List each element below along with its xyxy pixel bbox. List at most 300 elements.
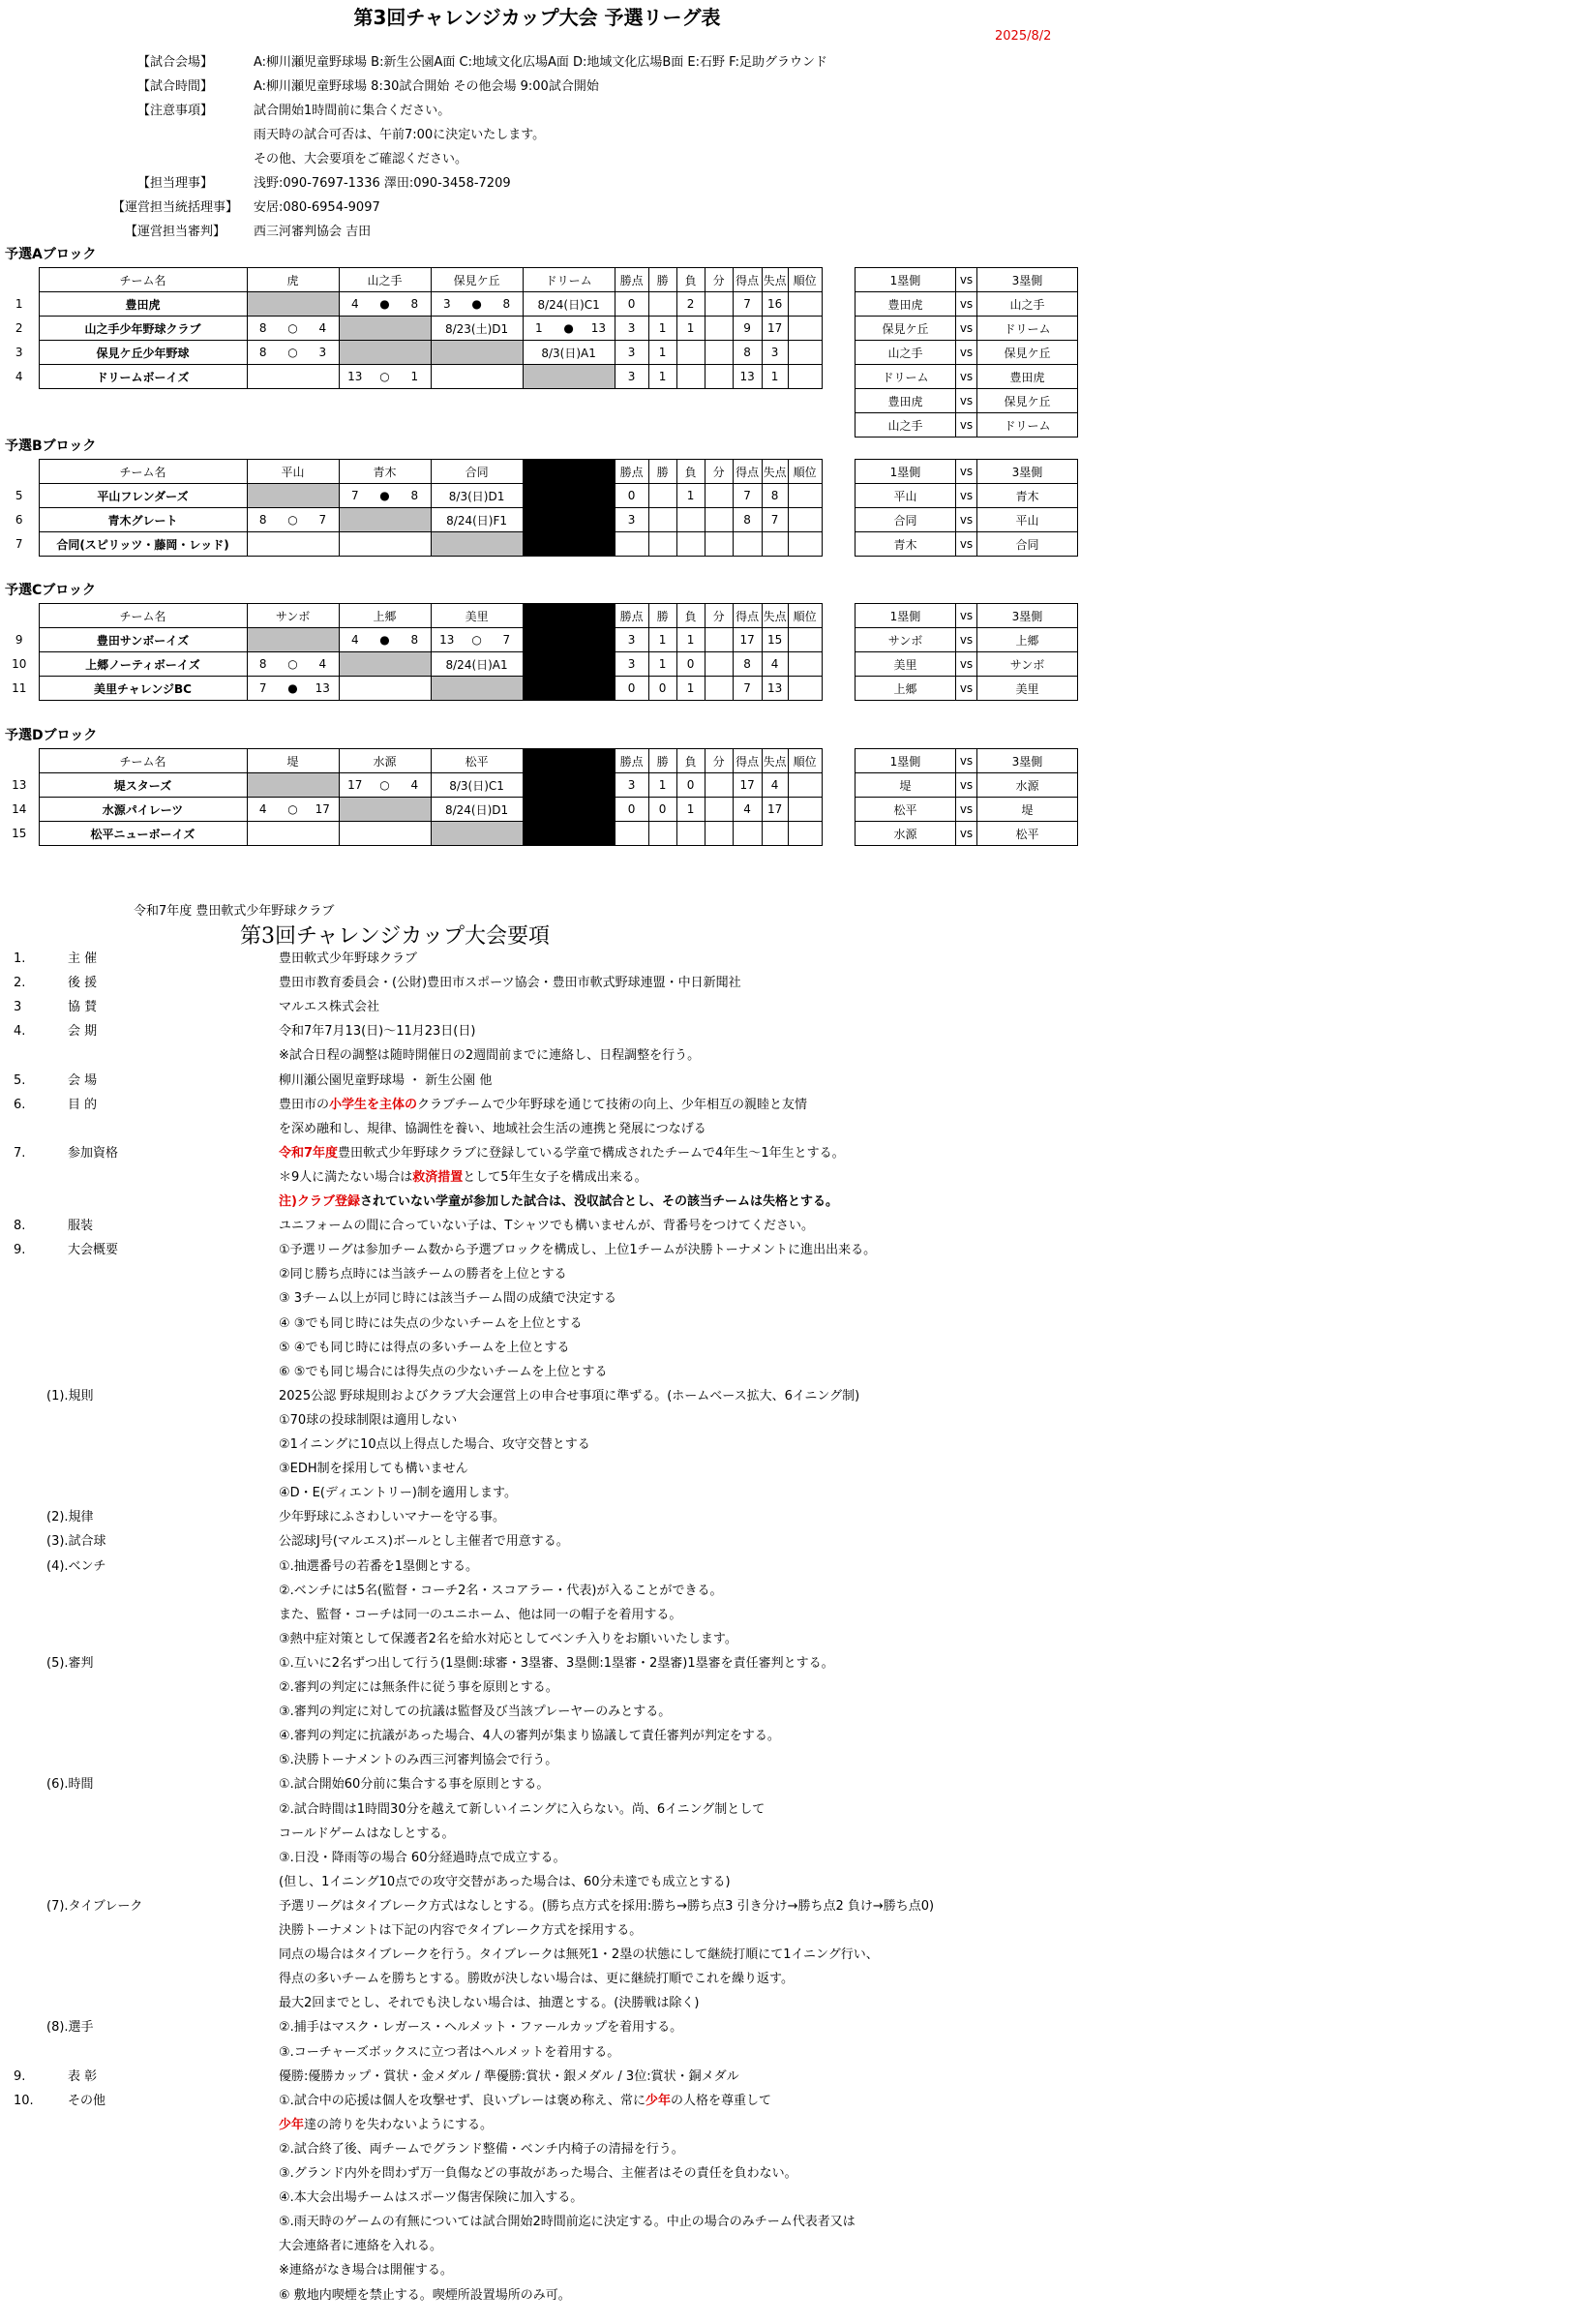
header-allowed: 失点 (762, 268, 788, 292)
item-text (279, 1505, 505, 1529)
stat-cell: 0 (648, 677, 676, 701)
matchup-header-vs: vs (956, 268, 977, 292)
info-row (97, 220, 827, 244)
matchup-row (856, 798, 1078, 822)
result-mark: ○ (279, 652, 307, 677)
league-table (0, 603, 823, 701)
header-pts_for: 勝点 (615, 604, 648, 628)
item-text (279, 971, 741, 995)
item-text-value: ③.日没・降雨等の場合 60分経過時点で成立する。 (279, 1850, 566, 1865)
info-label: 【運営担当審判】 (124, 225, 225, 239)
item-text (279, 1165, 647, 1190)
result-mark: ● (371, 292, 399, 317)
stat-cell: 3 (615, 365, 648, 389)
matchup-header-vs: vs (956, 604, 977, 628)
info-value: A:柳川瀬児童野球場 8:30試合開始 その他会場 9:00試合開始 (254, 79, 599, 94)
matchup-vs: vs (956, 341, 977, 365)
header-rank: 順位 (788, 460, 822, 484)
item-text-value: 令和7年7月13(日)～11月23日(日) (279, 1024, 476, 1040)
item-text-value: ③.グランド内外を問わず万一負傷などの事故があった場合、主催者はその責任を負わない。 (279, 2166, 797, 2181)
league-table (0, 459, 823, 557)
matchup-vs: vs (956, 652, 977, 677)
score-opp: 8 (491, 292, 523, 317)
item-text-value: ②.ベンチには5名(監督・コーチ2名・スコアラー・代表)が入ることができる。 (279, 1583, 723, 1598)
team-row (0, 508, 822, 532)
youkou-title: 第3回チャレンジカップ大会要項 (240, 924, 551, 949)
item-text (279, 1675, 558, 1700)
stat-cell (733, 532, 762, 557)
stat-cell: 1 (648, 317, 676, 341)
header-draw: 分 (705, 604, 733, 628)
result-mark: ○ (279, 317, 307, 341)
item-text-value: コールドゲームはなしとする。 (279, 1826, 455, 1841)
team-no: 6 (15, 513, 23, 527)
item-text (279, 1190, 838, 1214)
header-opponent: 虎 (247, 268, 339, 292)
stat-cell (705, 292, 733, 317)
stat-cell: 0 (615, 484, 648, 508)
team-row (0, 628, 822, 652)
matchup-third-base: 松平 (977, 822, 1078, 846)
stat-cell: 3 (615, 773, 648, 798)
matchup-first-base: 美里 (856, 652, 956, 677)
score-own: 13 (339, 365, 371, 389)
result-mark: ○ (279, 508, 307, 532)
score-own: 13 (431, 628, 463, 652)
empty-cell (339, 677, 431, 701)
item-text (279, 2186, 583, 2210)
empty-cell (247, 822, 339, 846)
item-label: (4).ベンチ (46, 1558, 106, 1574)
item-text (279, 947, 417, 971)
stat-cell: 0 (615, 798, 648, 822)
schedule-cell: 8/24(日)A1 (431, 652, 523, 677)
blank-cell (523, 508, 615, 532)
team-row (0, 317, 822, 341)
item-label: (3).試合球 (46, 1534, 106, 1550)
header-opponent: 松平 (431, 749, 523, 773)
team-no: 7 (15, 537, 23, 551)
block-title: 予選Cブロック (5, 583, 96, 598)
item-text (279, 1772, 549, 1796)
item-text (279, 2283, 571, 2308)
schedule-cell: 8/24(日)D1 (431, 798, 523, 822)
team-row (0, 292, 822, 317)
item-number: 2. (14, 976, 26, 991)
matchup-first-base: 松平 (856, 798, 956, 822)
stat-cell (705, 508, 733, 532)
matchup-header-side1: 1塁側 (856, 460, 956, 484)
blank-cell (523, 652, 615, 677)
item-text-part: ＊9人に満たない場合は (279, 1169, 413, 1185)
item-text (279, 1846, 565, 1870)
item-text (279, 1360, 607, 1384)
matchup-third-base: サンボ (977, 652, 1078, 677)
item-text-value: ②1イニングに10点以上得点した場合、攻守交替とする (279, 1437, 590, 1452)
item-text (279, 1943, 879, 1967)
result-mark: ● (555, 317, 583, 341)
item-text (279, 1312, 582, 1336)
item-text (279, 2015, 682, 2039)
item-number: 10. (14, 2093, 34, 2108)
matchup-header-side3: 3塁側 (977, 749, 1078, 773)
item-text (279, 1724, 780, 1748)
matchup-header-side1: 1塁側 (856, 749, 956, 773)
matchup-vs: vs (956, 484, 977, 508)
matchup-third-base: 保見ケ丘 (977, 389, 1078, 413)
stat-cell: 8 (733, 508, 762, 532)
stat-cell (705, 365, 733, 389)
item-text-value: 決勝トーナメントは下記の内容でタイブレーク方式を採用する。 (279, 1923, 643, 1938)
matchup-third-base: ドリーム (977, 413, 1078, 438)
item-text (279, 1286, 616, 1311)
team-no: 2 (15, 321, 23, 335)
header-opponent: 堤 (247, 749, 339, 773)
stat-cell (788, 652, 822, 677)
result-mark: ● (371, 484, 399, 508)
info-row (97, 99, 827, 123)
stat-cell (615, 532, 648, 557)
block-title: 予選Dブロック (5, 728, 98, 743)
result-mark: ○ (279, 341, 307, 365)
stat-cell (788, 484, 822, 508)
item-text (279, 1797, 765, 1822)
stat-cell: 7 (762, 508, 788, 532)
info-value: 雨天時の試合可否は、午前7:00に決定いたします。 (254, 128, 546, 142)
self-cell (523, 365, 615, 389)
matchup-vs: vs (956, 413, 977, 438)
header-win: 勝 (648, 604, 676, 628)
stat-cell (705, 822, 733, 846)
score-opp: 3 (307, 341, 339, 365)
info-row (97, 147, 827, 171)
score-own: 4 (339, 628, 371, 652)
item-number: 6. (14, 1097, 26, 1112)
item-text-value: 大会連絡者に連絡を入れる。 (279, 2239, 443, 2254)
score-own: 4 (247, 798, 279, 822)
item-text (279, 1918, 642, 1943)
stat-cell (648, 292, 676, 317)
item-text-value: ②.捕手はマスク・レガース・ヘルメット・ファールカップを着用する。 (279, 2020, 683, 2036)
matchup-first-base: 合同 (856, 508, 956, 532)
info-row (97, 171, 827, 196)
header-no (0, 604, 39, 628)
schedule-cell: 8/24(日)C1 (523, 292, 615, 317)
score-opp: 4 (399, 773, 431, 798)
header-no (0, 749, 39, 773)
score-opp: 7 (491, 628, 523, 652)
stat-cell (733, 822, 762, 846)
item-text-value: マルエス株式会社 (279, 1000, 380, 1015)
team-name: 青木グレート (39, 508, 247, 532)
info-row (97, 196, 827, 220)
stat-cell (648, 532, 676, 557)
self-cell (339, 508, 431, 532)
item-text-value: ④ ③でも同じ時には失点の少ないチームを上位とする (279, 1315, 583, 1331)
matchup-vs: vs (956, 677, 977, 701)
team-row (0, 365, 822, 389)
matchup-first-base: 山之手 (856, 413, 956, 438)
item-text-value: ユニフォームの間に合っていない子は、Tシャツでも構いませんが、背番号をつけてください。 (279, 1219, 815, 1234)
matchup-first-base: 水源 (856, 822, 956, 846)
item-label: (5).審判 (46, 1655, 94, 1671)
stat-cell: 7 (733, 484, 762, 508)
info-label: 【運営担当統括理事】 (111, 200, 238, 215)
matchup-row (856, 532, 1078, 557)
item-text-value: ④D・E(ディエントリー)制を適用します。 (279, 1486, 517, 1501)
item-text (279, 2040, 619, 2065)
score-own: 7 (339, 484, 371, 508)
matchup-row (856, 773, 1078, 798)
stat-cell: 0 (615, 292, 648, 317)
header-allowed: 失点 (762, 749, 788, 773)
item-text (279, 995, 379, 1019)
item-number: 9. (14, 2068, 26, 2084)
header-opponent: 水源 (339, 749, 431, 773)
blank-cell (523, 822, 615, 846)
score-opp: 4 (307, 652, 339, 677)
matchup-third-base: 美里 (977, 677, 1078, 701)
item-text (279, 2258, 453, 2282)
header-pts_for: 勝点 (615, 460, 648, 484)
stat-cell: 3 (615, 628, 648, 652)
header-opponent: 保見ケ丘 (431, 268, 523, 292)
item-text (279, 1117, 706, 1141)
item-text-value: 同点の場合はタイブレークを行う。タイブレークは無死1・2塁の状態にして継続打順にて1イニング行い、 (279, 1947, 879, 1963)
item-number: 7. (14, 1145, 26, 1161)
item-text-value: 予選リーグはタイブレーク方式はなしとする。(勝ち点方式を採用:勝ち→勝ち点3 引き分け→勝ち点2 負け→勝ち点0) (279, 1898, 935, 1914)
stat-cell: 9 (733, 317, 762, 341)
info-label (97, 123, 254, 147)
team-name: 平山フレンダーズ (39, 484, 247, 508)
self-cell (431, 341, 523, 365)
team-row (0, 652, 822, 677)
stat-cell: 1 (648, 365, 676, 389)
stat-cell (648, 484, 676, 508)
stat-cell (788, 822, 822, 846)
schedule-cell: 8/3(日)C1 (431, 773, 523, 798)
item-text-value: ①.試合開始60分前に集合する事を原則とする。 (279, 1777, 550, 1793)
stat-cell: 4 (762, 773, 788, 798)
score-own: 7 (247, 677, 279, 701)
header-scored: 得点 (733, 460, 762, 484)
score-own: 3 (431, 292, 463, 317)
empty-cell (247, 532, 339, 557)
stat-cell: 8 (762, 484, 788, 508)
score-opp: 17 (307, 798, 339, 822)
item-text-highlight: 小学生を主体の (329, 1097, 418, 1112)
matchup-header-side3: 3塁側 (977, 460, 1078, 484)
team-row (0, 773, 822, 798)
stat-cell: 1 (676, 798, 705, 822)
team-name: 山之手少年野球クラブ (39, 317, 247, 341)
item-number: 5. (14, 1072, 26, 1088)
stat-cell (705, 317, 733, 341)
item-text-value: ①.互いに2名ずつ出して行う(1塁側:球審・3塁審、3塁側:1塁審・2塁審)1塁審を責任審判とする。 (279, 1655, 834, 1671)
item-text-part: ①.試合中の応援は個人を攻撃せず、良いプレーは褒め称え、常に (279, 2093, 646, 2108)
blank-cell (523, 628, 615, 652)
empty-cell (247, 365, 339, 389)
matchup-first-base: 保見ケ丘 (856, 317, 956, 341)
item-text (279, 1141, 845, 1165)
team-no: 1 (15, 297, 23, 311)
matchup-first-base: 上郷 (856, 677, 956, 701)
item-text (279, 2161, 797, 2186)
item-label: 会 場 (68, 1072, 98, 1088)
matchup-third-base: 上郷 (977, 628, 1078, 652)
team-name: 上郷ノーティボーイズ (39, 652, 247, 677)
item-label: 後 援 (68, 976, 98, 991)
header-rank: 順位 (788, 749, 822, 773)
stat-cell: 8 (733, 652, 762, 677)
item-number: 8. (14, 1219, 26, 1234)
header-blank (523, 604, 615, 628)
item-text-value: 豊田軟式少年野球クラブ (279, 951, 418, 966)
header-team-name: チーム名 (39, 460, 247, 484)
score-own: 8 (247, 508, 279, 532)
stat-cell: 7 (733, 292, 762, 317)
team-name: 豊田サンボーイズ (39, 628, 247, 652)
matchup-row (856, 413, 1078, 438)
matchup-row (856, 365, 1078, 389)
item-text-part: 達の誇りを失わないようにする。 (304, 2117, 494, 2132)
team-name: 水源パイレーツ (39, 798, 247, 822)
block-title: 予選Bブロック (5, 438, 97, 454)
team-no: 4 (15, 370, 23, 383)
matchup-first-base: 平山 (856, 484, 956, 508)
info-label: 【試合会場】 (136, 55, 213, 70)
item-text-value: ⑤.決勝トーナメントのみ西三河審判協会で行う。 (279, 1753, 558, 1768)
stat-cell (788, 532, 822, 557)
self-cell (431, 822, 523, 846)
matchup-first-base: サンボ (856, 628, 956, 652)
stat-cell (705, 532, 733, 557)
item-text-value: ⑥ ⑤でも同じ場合には得失点の少ないチームを上位とする (279, 1364, 608, 1379)
stat-cell (648, 822, 676, 846)
header-blank (523, 749, 615, 773)
team-no: 10 (12, 657, 27, 671)
matchup-vs: vs (956, 365, 977, 389)
matchup-third-base: 水源 (977, 773, 1078, 798)
item-text (279, 1894, 934, 1918)
matchup-third-base: 堤 (977, 798, 1078, 822)
item-text-value: ②同じ勝ち点時には当該チームの勝者を上位とする (279, 1267, 567, 1283)
item-text-value: ⑥ 敷地内喫煙を禁止する。喫煙所設置場所のみ可。 (279, 2287, 571, 2303)
item-label: 参加資格 (68, 1145, 119, 1161)
matchup-table (855, 267, 1078, 438)
stat-cell (676, 341, 705, 365)
item-label: 大会概要 (68, 1243, 119, 1258)
header-allowed: 失点 (762, 604, 788, 628)
matchup-row (856, 292, 1078, 317)
item-text-part: の人格を尊重して (671, 2093, 772, 2108)
matchup-third-base: 合同 (977, 532, 1078, 557)
item-text-part: されていない学童が参加した試合は、没収試合とし、その該当チームは失格とする。 (359, 1194, 838, 1209)
item-text (279, 1700, 671, 1724)
item-text-value: ①.抽選番号の若番を1塁側とする。 (279, 1558, 479, 1574)
header-no (0, 460, 39, 484)
matchup-vs: vs (956, 508, 977, 532)
item-label: 主 催 (68, 951, 98, 966)
info-row (97, 75, 827, 99)
matchup-vs: vs (956, 292, 977, 317)
header-draw: 分 (705, 268, 733, 292)
matchup-table (855, 748, 1078, 846)
item-text (279, 2137, 684, 2161)
schedule-cell: 8/23(土)D1 (431, 317, 523, 341)
item-number: 1. (14, 951, 26, 966)
header-opponent: ドリーム (523, 268, 615, 292)
matchup-third-base: 平山 (977, 508, 1078, 532)
header-opponent: 美里 (431, 604, 523, 628)
page-title: 第3回チャレンジカップ大会 予選リーグ表 (353, 6, 721, 29)
blank-cell (523, 532, 615, 557)
matchup-header-vs: vs (956, 749, 977, 773)
stat-cell: 4 (762, 652, 788, 677)
empty-cell (431, 365, 523, 389)
matchup-third-base: 豊田虎 (977, 365, 1078, 389)
stat-cell (788, 773, 822, 798)
item-text (279, 1603, 681, 1627)
team-name: 松平ニューボーイズ (39, 822, 247, 846)
header-win: 勝 (648, 749, 676, 773)
stat-cell (788, 677, 822, 701)
header-loss: 負 (676, 268, 705, 292)
league-table (0, 748, 823, 846)
stat-cell (705, 677, 733, 701)
stat-cell (762, 532, 788, 557)
item-text (279, 1481, 517, 1505)
header-opponent: 山之手 (339, 268, 431, 292)
item-text (279, 1870, 731, 1894)
header-team-name: チーム名 (39, 604, 247, 628)
stat-cell (705, 798, 733, 822)
info-value: 浅野:090-7697-1336 澤田:090-3458-7209 (254, 176, 511, 191)
block-title: 予選Aブロック (5, 247, 97, 262)
matchup-first-base: 堤 (856, 773, 956, 798)
result-mark: ○ (463, 628, 491, 652)
stat-cell: 2 (676, 292, 705, 317)
stat-cell (788, 341, 822, 365)
header-pts_for: 勝点 (615, 749, 648, 773)
stat-cell (788, 628, 822, 652)
item-text-value: ②.試合時間は1時間30分を越えて新しいイニングに入らない。尚、6イニング制として (279, 1801, 765, 1817)
item-text-value: ①70球の投球制限は適用しない (279, 1412, 458, 1428)
matchup-row (856, 508, 1078, 532)
result-mark: ● (371, 628, 399, 652)
team-name: 堤スターズ (39, 773, 247, 798)
info-label: 【試合時間】 (136, 79, 213, 94)
matchup-header-side3: 3塁側 (977, 268, 1078, 292)
team-name: 豊田虎 (39, 292, 247, 317)
self-cell (247, 773, 339, 798)
score-own: 8 (247, 341, 279, 365)
matchup-first-base: 山之手 (856, 341, 956, 365)
item-text-value: ③.コーチャーズボックスに立つ者はヘルメットを着用する。 (279, 2044, 620, 2060)
header-opponent: サンボ (247, 604, 339, 628)
stat-cell (788, 317, 822, 341)
item-text-value: ②.審判の判定には無条件に従う事を原則とする。 (279, 1680, 558, 1695)
stat-cell (648, 508, 676, 532)
item-text-value: ※試合日程の調整は随時開催日の2週間前までに連絡し、日程調整を行う。 (279, 1048, 701, 1064)
matchup-table (855, 603, 1078, 701)
item-text-highlight: 少年 (279, 2117, 305, 2132)
score-opp: 7 (307, 508, 339, 532)
info-value: その他、大会要項をご確認ください。 (254, 152, 468, 166)
stat-cell: 1 (648, 628, 676, 652)
matchup-header-vs: vs (956, 460, 977, 484)
score-own: 4 (339, 292, 371, 317)
